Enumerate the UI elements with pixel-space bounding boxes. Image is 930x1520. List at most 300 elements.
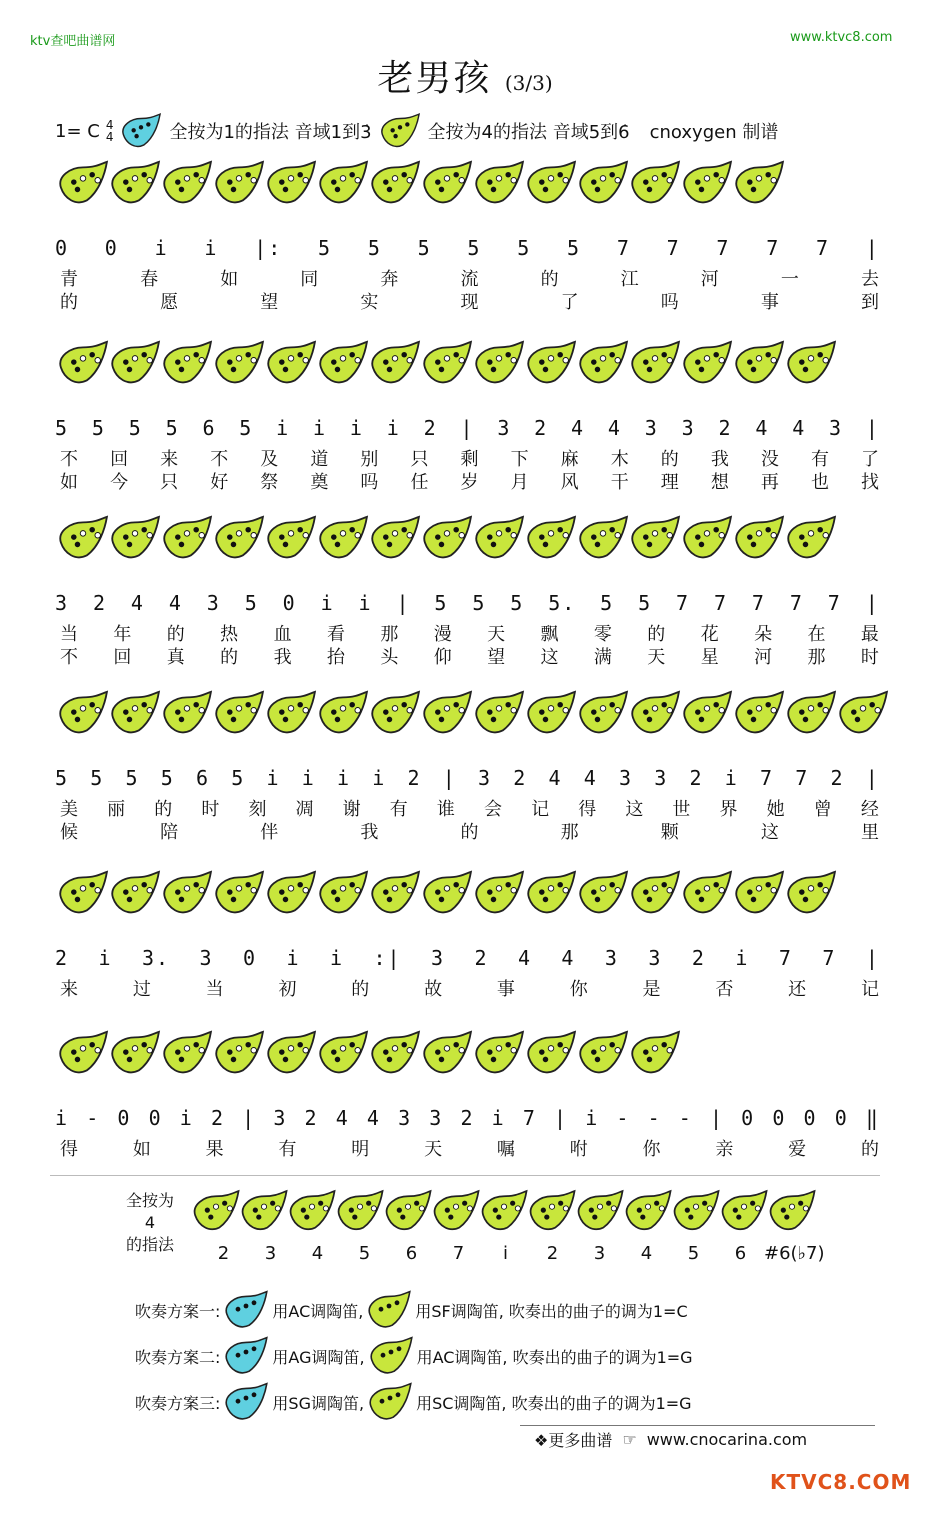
lyrics-line-2 <box>60 288 880 314</box>
lyric-char: 还 <box>788 979 808 1000</box>
lyric-char: 最 <box>860 624 880 645</box>
lyric-char: 嘱 <box>496 1139 516 1160</box>
ocarina-fingering-icon <box>263 870 319 916</box>
note: 2 <box>92 591 107 615</box>
note: i <box>98 946 113 970</box>
ocarina-fingering-icon <box>731 515 787 561</box>
lyric-char: 热 <box>220 624 240 645</box>
note: i <box>358 591 373 615</box>
note: 4 <box>548 766 563 790</box>
note: 5 <box>434 591 449 615</box>
ocarina-fingering-icon <box>367 870 423 916</box>
ocarina-fingering-icon <box>622 1188 674 1234</box>
note: 5 <box>510 591 525 615</box>
lyric-char: 天 <box>647 647 667 668</box>
ocarina-fingering-icon <box>315 160 371 206</box>
lyric-char: 河 <box>700 269 720 290</box>
lyric-char: 现 <box>460 292 480 313</box>
note: 2 <box>407 766 422 790</box>
lyric-char: 伴 <box>260 822 280 843</box>
lyric-char: 的 <box>220 647 240 668</box>
lyric-char: 时 <box>860 647 880 668</box>
ocarina-fingering-icon <box>419 690 475 736</box>
fingering-note: 3 <box>593 1243 606 1264</box>
fingering-note: 3 <box>264 1243 277 1264</box>
lyric-char: 望 <box>487 647 507 668</box>
lyric-char: 河 <box>754 647 774 668</box>
ocarina-fingering-icon <box>575 160 631 206</box>
note: 0 <box>741 1106 756 1130</box>
note: 7 <box>816 236 831 260</box>
lyric-char: 有 <box>810 449 830 470</box>
note: 0 <box>772 1106 787 1130</box>
lyric-char: 血 <box>273 624 293 645</box>
lyric-char: 界 <box>719 799 739 820</box>
scheme-3-b: 用SC调陶笛, 吹奏出的曲子的调为1=G <box>416 1393 692 1413</box>
ocarina-fingering-icon <box>315 1030 371 1076</box>
lyric-char: 颗 <box>660 822 680 843</box>
note: 4 <box>168 591 183 615</box>
lyric-char: 月 <box>510 472 530 493</box>
lyric-char: 果 <box>205 1139 225 1160</box>
lyric-char: 故 <box>424 979 444 1000</box>
lyric-char: 了 <box>560 292 580 313</box>
note: i <box>349 416 364 440</box>
scheme-1 <box>135 1290 688 1330</box>
note: 2 <box>474 946 489 970</box>
title-text: 老男孩 <box>377 58 492 99</box>
lyric-char: 到 <box>861 292 880 313</box>
lyric-char: 过 <box>132 979 152 1000</box>
note: 3 <box>648 946 663 970</box>
lyric-char: 的 <box>540 269 560 290</box>
lyric-char: 如 <box>132 1139 152 1160</box>
lyric-char: 谁 <box>436 799 456 820</box>
lyric-char: 谢 <box>342 799 362 820</box>
note: 3 <box>199 946 214 970</box>
lyric-char: 不 <box>60 647 79 668</box>
ocarina-fingering-icon <box>471 160 527 206</box>
lyric-char: 奠 <box>310 472 330 493</box>
note: i <box>313 416 328 440</box>
lyric-char: 的 <box>351 979 371 1000</box>
note: | <box>865 416 880 440</box>
lyric-char: 明 <box>351 1139 371 1160</box>
green-ocarina-icon <box>366 1382 414 1422</box>
note: i <box>735 946 750 970</box>
note: 4 <box>583 766 598 790</box>
scheme-3-label: 吹奏方案三: <box>135 1393 221 1413</box>
note: 5 <box>638 591 653 615</box>
ocarina-fingering-icon <box>159 870 215 916</box>
section-divider <box>50 1175 880 1176</box>
lyric-char: 找 <box>861 472 880 493</box>
ocarina-fingering-icon <box>315 690 371 736</box>
ocarina-fingering-icon <box>627 515 683 561</box>
notation-row-2 <box>55 400 880 440</box>
note: 5 <box>239 416 254 440</box>
lyric-char: 来 <box>60 979 79 1000</box>
ocarina-fingering-icon <box>190 1188 242 1234</box>
lyric-char: 一 <box>780 269 800 290</box>
ocarina-fingering-icon <box>263 1030 319 1076</box>
note: - <box>647 1106 662 1130</box>
ocarina-fingering-icon <box>367 515 423 561</box>
ocarina-fingering-icon <box>419 870 475 916</box>
note: 5 <box>55 416 70 440</box>
note: 5 <box>55 766 70 790</box>
blue-ocarina-icon <box>222 1336 270 1376</box>
note: 3 <box>206 591 221 615</box>
note: 5 <box>367 236 382 260</box>
title-part: (3/3) <box>504 71 553 95</box>
lyric-char: 她 <box>766 799 786 820</box>
note: 5 <box>467 236 482 260</box>
note: 4 <box>130 591 145 615</box>
ocarina-fingering-icon <box>107 1030 163 1076</box>
fingering-ocarinas <box>190 1188 814 1234</box>
lyric-char: 天 <box>487 624 507 645</box>
lyrics-line-1 <box>60 975 880 1001</box>
lyric-char: 任 <box>410 472 430 493</box>
ocarina-fingering-icon <box>523 870 579 916</box>
ocarina-fingering-icon <box>107 870 163 916</box>
scheme-2-b: 用AC调陶笛, 吹奏出的曲子的调为1=G <box>416 1347 693 1367</box>
lyric-char: 记 <box>531 799 551 820</box>
ocarina-fingering-icon <box>575 340 631 386</box>
lyric-char: 这 <box>760 822 780 843</box>
ocarina-fingering-icon <box>523 690 579 736</box>
note: | <box>709 1106 724 1130</box>
note: 2 <box>689 766 704 790</box>
lyric-char: 满 <box>593 647 613 668</box>
ocarina-fingering-icon <box>367 1030 423 1076</box>
ocarina-row-4 <box>55 690 887 736</box>
lyric-char: 江 <box>620 269 640 290</box>
lyric-char: 我 <box>273 647 293 668</box>
note: 2 <box>55 946 70 970</box>
note: 4 <box>366 1106 381 1130</box>
note: 5 <box>567 236 582 260</box>
lyric-char: 实 <box>360 292 380 313</box>
note: 7 <box>616 236 631 260</box>
ocarina-fingering-icon <box>627 690 683 736</box>
lyrics-line-2 <box>60 818 880 844</box>
ocarina-fingering-icon <box>315 515 371 561</box>
ocarina-fingering-icon <box>627 1030 683 1076</box>
ocarina-row-1 <box>55 160 783 206</box>
ocarina-fingering-icon <box>471 870 527 916</box>
lyric-char: 否 <box>715 979 735 1000</box>
ocarina-fingering-icon <box>286 1188 338 1234</box>
note: | <box>865 946 880 970</box>
note: 3 <box>619 766 634 790</box>
lyric-char: 吗 <box>360 472 380 493</box>
note: |: <box>254 236 283 260</box>
note: 7 <box>760 766 775 790</box>
ocarina-fingering-icon <box>159 515 215 561</box>
note: 5 <box>318 236 333 260</box>
note: | <box>242 1106 257 1130</box>
ocarina-fingering-icon <box>471 690 527 736</box>
note: :| <box>373 946 402 970</box>
lyric-char: 只 <box>410 449 430 470</box>
note: 5 <box>231 766 246 790</box>
note: i <box>266 766 281 790</box>
note: | <box>460 416 475 440</box>
note: 0 <box>117 1106 132 1130</box>
ocarina-fingering-icon <box>55 160 111 206</box>
note: 2 <box>423 416 438 440</box>
lyric-char: 想 <box>710 472 730 493</box>
ocarina-fingering-icon <box>263 515 319 561</box>
note: 2 <box>304 1106 319 1130</box>
lyric-char: 不 <box>60 449 79 470</box>
note: 3 <box>398 1106 413 1130</box>
lyric-char: 也 <box>810 472 830 493</box>
note: 7 <box>713 591 729 615</box>
note: i <box>179 1106 194 1130</box>
lyric-char: 你 <box>642 1139 662 1160</box>
note: | <box>396 591 411 615</box>
lyric-char: 爱 <box>788 1139 808 1160</box>
note: 0 <box>55 236 70 260</box>
ocarina-fingering-icon <box>731 690 787 736</box>
ocarina-fingering-icon <box>211 160 267 206</box>
ocarina-fingering-icon <box>718 1188 770 1234</box>
ocarina-fingering-icon <box>766 1188 818 1234</box>
note: 0 <box>803 1106 818 1130</box>
ocarina-fingering-icon <box>55 515 111 561</box>
lyric-char: 我 <box>710 449 730 470</box>
ocarina-fingering-icon <box>835 690 891 736</box>
note: | <box>865 236 880 260</box>
note: 2 <box>513 766 528 790</box>
ocarina-fingering-icon <box>783 870 839 916</box>
note: - <box>678 1106 693 1130</box>
lyric-char: 仰 <box>433 647 453 668</box>
lyric-char: 去 <box>860 269 880 290</box>
ocarina-fingering-icon <box>523 340 579 386</box>
ocarina-fingering-icon <box>478 1188 530 1234</box>
lyric-char: 抬 <box>326 647 346 668</box>
note: i <box>286 946 301 970</box>
time-signature <box>106 119 114 143</box>
ocarina-fingering-icon <box>627 160 683 206</box>
note: 0 <box>242 946 258 970</box>
note: i <box>386 416 401 440</box>
ocarina-fingering-icon <box>679 340 735 386</box>
lyric-char: 再 <box>760 472 780 493</box>
lyric-char: 奔 <box>380 269 400 290</box>
lyric-char: 得 <box>60 1139 79 1160</box>
scheme-2 <box>135 1336 693 1376</box>
notation-row-6 <box>55 1090 880 1130</box>
note: 5 <box>91 416 106 440</box>
note: 2 <box>830 766 845 790</box>
ocarina-fingering-icon <box>574 1188 626 1234</box>
note: 7 <box>666 236 681 260</box>
blue-ocarina-icon <box>222 1290 270 1330</box>
lyric-char: 年 <box>113 624 133 645</box>
ocarina-fingering-icon <box>575 515 631 561</box>
ocarina-fingering-icon <box>159 690 215 736</box>
note: 7 <box>827 591 842 615</box>
note: i <box>55 1106 70 1130</box>
lyric-char: 初 <box>278 979 298 1000</box>
ocarina-fingering-icon <box>783 690 839 736</box>
ocarina-fingering-icon <box>107 690 163 736</box>
lyric-char: 理 <box>660 472 680 493</box>
ocarina-fingering-icon <box>471 515 527 561</box>
lyric-char: 愿 <box>160 292 180 313</box>
lyric-char: 的 <box>860 1139 880 1160</box>
lyric-char: 丽 <box>107 799 127 820</box>
ocarina-fingering-icon <box>731 340 787 386</box>
lyric-char: 看 <box>326 624 346 645</box>
time-top: 4 <box>105 118 114 132</box>
lyric-char: 如 <box>220 269 240 290</box>
fingering-note: 6 <box>734 1243 747 1264</box>
lyric-char: 不 <box>210 449 230 470</box>
lyric-char: 的 <box>647 624 667 645</box>
lyric-char: 别 <box>360 449 380 470</box>
green-ocarina-icon <box>378 112 422 150</box>
lyric-char: 凋 <box>295 799 315 820</box>
note: 5 <box>417 236 432 260</box>
note: 4 <box>561 946 576 970</box>
lyric-char: 风 <box>560 472 580 493</box>
ocarina-fingering-icon <box>523 160 579 206</box>
scheme-1-label: 吹奏方案一: <box>135 1301 221 1321</box>
note: 2 <box>210 1106 225 1130</box>
lyric-char: 里 <box>861 822 880 843</box>
ktvc8-logo[interactable]: KTVC8.COM <box>770 1470 912 1494</box>
ocarina-fingering-icon <box>575 1030 631 1076</box>
lyric-char: 陪 <box>160 822 180 843</box>
note: i <box>724 766 739 790</box>
more-url-link[interactable]: www.cnocarina.com <box>646 1430 808 1449</box>
ocarina-fingering-icon <box>263 340 319 386</box>
scheme-2-a: 用AG调陶笛, <box>272 1347 365 1367</box>
fingering-note: 4 <box>311 1243 324 1264</box>
lyric-char: 的 <box>60 292 79 313</box>
ocarina-fingering-icon <box>670 1188 722 1234</box>
lyric-char: 经 <box>860 799 880 820</box>
note: 3 <box>644 416 659 440</box>
scheme-1-b: 用SF调陶笛, 吹奏出的曲子的调为1=C <box>415 1301 688 1321</box>
note: 3 <box>654 766 669 790</box>
note: 7 <box>676 591 691 615</box>
note: 3 <box>829 416 844 440</box>
ocarina-fingering-icon <box>367 340 423 386</box>
note: i <box>372 766 387 790</box>
lyric-char: 下 <box>510 449 530 470</box>
ocarina-fingering-icon <box>159 340 215 386</box>
lyric-char: 干 <box>610 472 630 493</box>
site-name-left[interactable]: ktv查吧曲谱网 <box>30 34 116 49</box>
ocarina-fingering-icon <box>679 160 735 206</box>
lyric-char: 会 <box>483 799 503 820</box>
note: 3 <box>681 416 696 440</box>
note: 7 <box>751 591 766 615</box>
fingering-2-text: 全按为4的指法 音域5到6̇ <box>427 122 630 143</box>
note: 7 <box>522 1106 537 1130</box>
lyric-char: 天 <box>424 1139 444 1160</box>
ocarina-fingering-icon <box>679 690 735 736</box>
note: i <box>301 766 316 790</box>
lyric-char: 剩 <box>460 449 480 470</box>
more-label: ❖更多曲谱 <box>534 1431 613 1450</box>
note: 3 <box>273 1106 288 1130</box>
lyric-char: 同 <box>300 269 320 290</box>
lyric-char: 这 <box>540 647 560 668</box>
lyric-char: 的 <box>166 624 186 645</box>
lyric-char: 飘 <box>540 624 560 645</box>
note: ‖ <box>865 1106 880 1130</box>
note: i <box>491 1106 506 1130</box>
lyric-char: 刻 <box>248 799 268 820</box>
note: 7 <box>822 946 837 970</box>
ocarina-fingering-icon <box>526 1188 578 1234</box>
lyric-char: 亲 <box>715 1139 735 1160</box>
note: i <box>276 416 291 440</box>
notation-row-3 <box>55 575 880 615</box>
note: | <box>865 766 880 790</box>
fingering-note: 4 <box>640 1243 653 1264</box>
ocarina-row-6 <box>55 1030 679 1076</box>
note: 6 <box>196 766 211 790</box>
lyric-char: 曾 <box>813 799 833 820</box>
ocarina-fingering-icon <box>315 340 371 386</box>
lyric-char: 木 <box>610 449 630 470</box>
ocarina-fingering-icon <box>55 340 111 386</box>
lyric-char: 有 <box>278 1139 298 1160</box>
note: 0 <box>104 236 119 260</box>
ocarina-fingering-icon <box>523 1030 579 1076</box>
ocarina-fingering-icon <box>55 1030 111 1076</box>
fingering-note: 5 <box>358 1243 371 1264</box>
note: 4 <box>792 416 807 440</box>
arranger-text: cnoxygen 制谱 <box>649 122 779 143</box>
scheme-1-a: 用AC调陶笛, <box>272 1301 364 1321</box>
note: 2 <box>718 416 733 440</box>
scheme-2-label: 吹奏方案二: <box>135 1347 221 1367</box>
note: - <box>86 1106 101 1130</box>
more-scores-bar[interactable] <box>520 1425 875 1453</box>
note: 7 <box>716 236 731 260</box>
lyric-char: 今 <box>110 472 130 493</box>
green-ocarina-icon <box>367 1336 415 1376</box>
ocarina-fingering-icon <box>575 690 631 736</box>
site-url-right[interactable]: www.ktvc8.com <box>790 30 893 45</box>
lyric-char: 来 <box>160 449 180 470</box>
ocarina-fingering-icon <box>419 515 475 561</box>
note: 3 <box>429 1106 444 1130</box>
lyric-char: 花 <box>700 624 720 645</box>
lyric-char: 望 <box>260 292 280 313</box>
ocarina-fingering-icon <box>783 515 839 561</box>
note: 4 <box>517 946 532 970</box>
ocarina-fingering-icon <box>55 870 111 916</box>
note: 5. <box>548 591 577 615</box>
note: 5 <box>90 766 105 790</box>
note: | <box>865 591 880 615</box>
ocarina-fingering-icon <box>731 160 787 206</box>
lyric-char: 朵 <box>754 624 774 645</box>
song-title <box>0 50 930 101</box>
note: 0 <box>148 1106 163 1130</box>
